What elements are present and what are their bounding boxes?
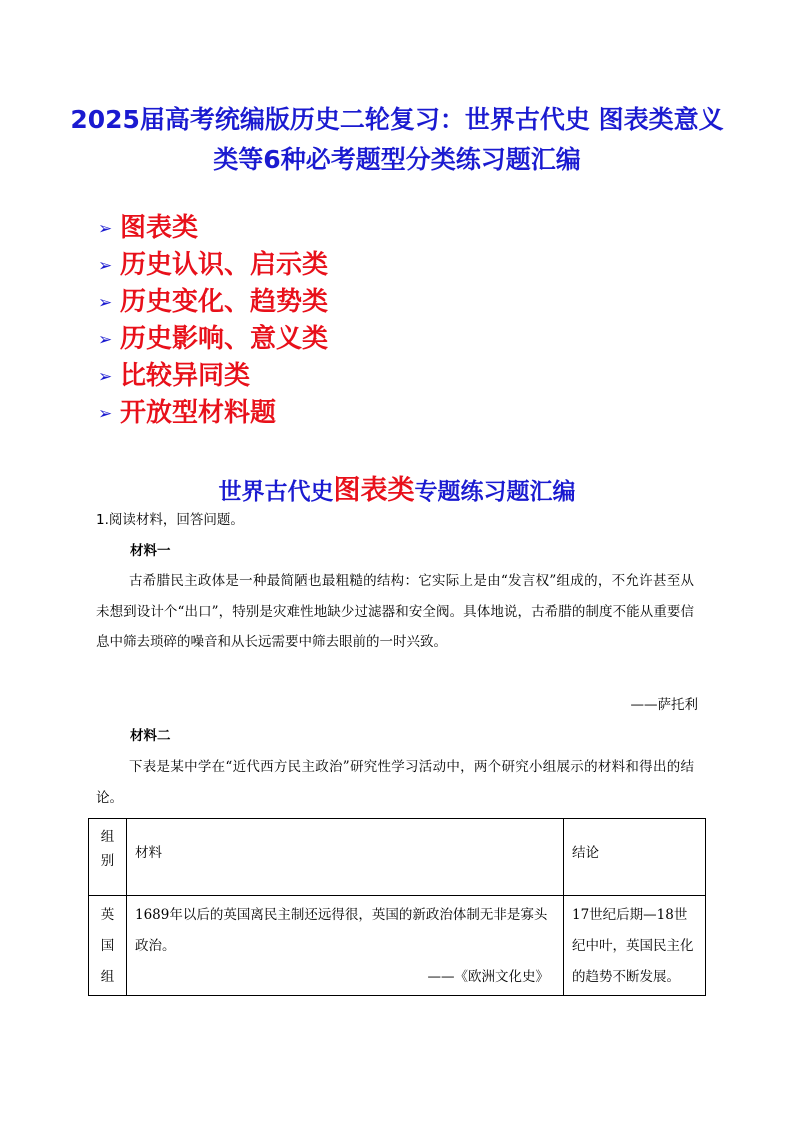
arrow-bullet-icon: ➢ xyxy=(98,329,113,350)
list-item xyxy=(98,358,328,395)
material-two-heading: 材料二 xyxy=(130,728,171,744)
arrow-bullet-icon: ➢ xyxy=(98,366,113,387)
group-header xyxy=(89,819,127,896)
question-type-list xyxy=(98,210,328,432)
list-item xyxy=(98,321,328,358)
group-cell-text: 英 国 组 xyxy=(100,907,115,985)
section-title-suffix: 专题练习题汇编 xyxy=(414,479,576,505)
arrow-bullet-icon: ➢ xyxy=(98,218,113,239)
category-label: 历史影响、意义类 xyxy=(120,324,329,354)
material-one-heading: 材料一 xyxy=(130,543,171,559)
list-item xyxy=(98,395,328,432)
category-label: 开放型材料题 xyxy=(120,398,277,428)
conclusion-cell: 17世纪后期—18世纪中叶，英国民主化的趋势不断发展。 xyxy=(564,896,706,996)
question-prompt: 1.阅读材料，回答问题。 xyxy=(96,512,244,528)
material-header: 材料 xyxy=(127,819,564,896)
section-title xyxy=(60,473,734,510)
material-two-text: 下表是某中学在“近代西方民主政治”研究性学习活动中，两个研究小组展示的材料和得出的结论。 xyxy=(96,759,694,806)
section-title-prefix: 世界古代史 xyxy=(218,479,334,505)
section-title-highlight: 图表类 xyxy=(333,475,415,506)
arrow-bullet-icon: ➢ xyxy=(98,403,113,424)
comparison-table xyxy=(88,818,706,996)
group-header-text: 组 别 xyxy=(100,829,115,869)
document-title: 2025届高考统编版历史二轮复习：世界古代史 图表类意义类等6种必考题型分类练习题汇编 xyxy=(70,105,724,174)
table-row xyxy=(89,896,706,996)
table-header-row xyxy=(89,819,706,896)
material-cell-text: 1689年以后的英国离民主制还远得很，英国的新政治体制无非是寡头政治。 xyxy=(135,907,548,954)
material-one-source: ——萨托利 xyxy=(630,697,698,713)
arrow-bullet-icon: ➢ xyxy=(98,292,113,313)
material-cell xyxy=(127,896,564,996)
category-label: 历史认识、启示类 xyxy=(120,250,329,280)
material-one-text: 古希腊民主政体是一种最简陋也最粗糙的结构：它实际上是由“发言权”组成的，不允许甚至从未想到设计个“出口”，特别是灾难性地缺少过滤器和安全阀。具体地说，古希腊的制度不能从重要信息中筛去琐碎的噪音和从长远需要中筛去眼前的一时兴致。 xyxy=(96,573,694,650)
group-cell xyxy=(89,896,127,996)
material-cell-source: ——《欧洲文化史》 xyxy=(427,969,549,985)
category-label: 比较异同类 xyxy=(120,361,251,391)
category-label: 历史变化、趋势类 xyxy=(120,287,329,317)
conclusion-header: 结论 xyxy=(564,819,706,896)
arrow-bullet-icon: ➢ xyxy=(98,255,113,276)
category-label: 图表类 xyxy=(120,213,199,243)
list-item xyxy=(98,210,328,247)
list-item xyxy=(98,284,328,321)
list-item xyxy=(98,247,328,284)
